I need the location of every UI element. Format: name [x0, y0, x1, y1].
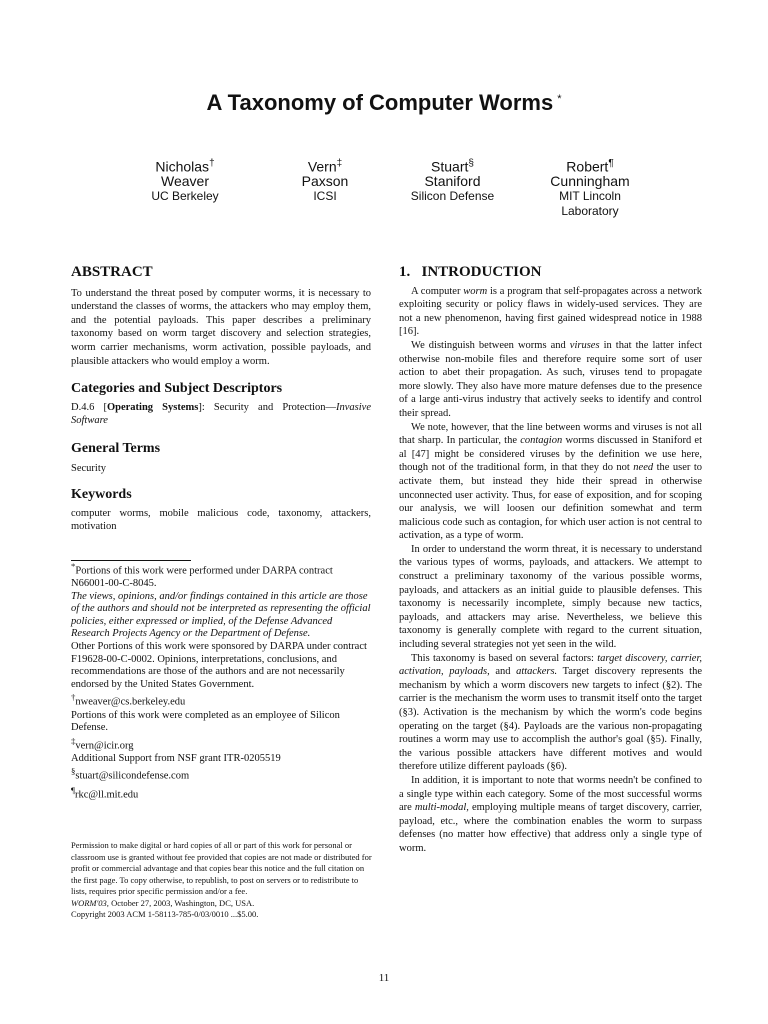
author-mark: † — [209, 158, 215, 169]
footnote-ddagger-email — [71, 735, 371, 753]
ddagger-email: vern@icir.org — [75, 740, 134, 752]
intro-p1-italic: worm — [463, 285, 488, 297]
abstract-heading: ABSTRACT — [71, 264, 153, 280]
footnote-dagger-email — [71, 691, 371, 709]
paper-title — [0, 90, 768, 116]
intro-p3-a: We note, however, that the line between worms and viruses is not all that sharp. In particular, the — [399, 421, 702, 447]
author-affiliation-line2: Laboratory — [561, 203, 619, 218]
footnote-star — [71, 560, 371, 591]
footnote-dagger-mark: † — [71, 692, 76, 703]
footnote-ddagger-text: Additional Support from NSF grant ITR-0205519 — [71, 752, 281, 764]
footnote-section-email — [71, 765, 371, 783]
author-last-name: Staniford — [424, 172, 481, 189]
intro-p5-c: Target discovery represents the mechanism by which a worm discovers new targets to infect (§2). The carrier is the mechanism the worm uses to transmit itself onto the target (§3). Activation is the mechanism by which the worm's code begins operating on the target (§4). Payloads are the various non-propagating routines a worm may use to accomplish the author's goal (§5). Finally, the various possible attackers have different motives and would therefore utilize different payloads (§6). — [399, 666, 702, 773]
author-weaver — [140, 157, 230, 203]
author-last-name: Cunningham — [550, 172, 630, 189]
author-first-name: Stuart — [431, 158, 469, 175]
footnote-dagger-text: Portions of this work were completed as an employee of Silicon Defense. — [71, 709, 340, 734]
permission-notice — [71, 840, 376, 921]
intro-p1-a: A computer — [411, 285, 464, 297]
permission-copyright: Copyright 2003 ACM 1-58113-785-0/03/0010 ...$5.00. — [71, 909, 259, 919]
author-affiliation: ICSI — [313, 188, 337, 203]
intro-p3-italic-1: contagion — [520, 435, 563, 447]
author-last-name: Weaver — [161, 172, 209, 189]
categories-italic: Invasive Software — [71, 401, 371, 427]
intro-paragraph-6 — [399, 774, 702, 856]
introduction-heading: 1. INTRODUCTION — [399, 264, 542, 280]
author-first-name: Nicholas — [155, 158, 210, 175]
intro-p6-italic: multi-modal, — [414, 802, 469, 814]
intro-p3-c: the user to activate them, but instead they hide their spread in otherwise unconnected user activity. Thus, for ease of exposition, and for scoping our analysis, we will loosen our definition somewhat and term malicious code such as contagion, for which user action is not central to activation, as a type of worm. — [399, 462, 702, 542]
intro-p3-b: worms discussed in Staniford et al [47] might be considered viruses by the definition we use here, though not of the traditional form, in that they do not — [399, 435, 702, 474]
author-first-name: Robert — [566, 158, 609, 175]
permission-text: Permission to make digital or hard copies of all or part of this work for personal or classroom use is granted without fee provided that copies are not made or distributed for profit or commercial advantage and that copies bear this notice and the full citation on the first page. To copy otherwise, to republish, to post on servers or to redistribute to lists, requires prior specific permission and/or a fee. — [71, 840, 372, 896]
abstract-text: To understand the threat posed by computer worms, it is necessary to understand the classes of worms, the attackers who may employ them, and the potential payloads. This paper describes a preliminary taxonomy based on worm target discovery and selection strategies, worm carrier mechanisms, worm activation, possible payloads, and plausible attackers who would employ a worm. — [71, 287, 371, 367]
author-paxson — [280, 157, 370, 203]
intro-p2-a: We distinguish between worms and — [411, 339, 570, 351]
left-column — [71, 266, 371, 534]
footnote-para-mark: ¶ — [71, 784, 75, 795]
permission-venue — [71, 898, 376, 910]
categories-code: D.4.6 [ — [71, 401, 107, 413]
general-terms-text: Security — [71, 462, 106, 474]
author-last-name: Paxson — [301, 172, 349, 189]
intro-p5-a: This taxonomy is based on several factors: — [411, 652, 598, 664]
intro-paragraph-5 — [399, 652, 702, 774]
intro-p3-italic-2: need — [633, 462, 654, 474]
author-cunningham — [535, 157, 645, 218]
intro-p6-b: employing multiple means of target discovery, carrier, payload, etc., where the combination enables the worm to surpass defenses (no matter how effective) that address only a single type of worm. — [399, 802, 702, 854]
footnote-star-mark: * — [71, 561, 76, 571]
author-staniford — [400, 157, 505, 203]
footnote-section-mark: § — [71, 766, 76, 777]
intro-paragraph-4: In order to understand the worm threat, it is necessary to understand the various types of worms, payloads, and attackers. We attempt to construct a preliminary taxonomy of the various possible worms, payloads, and attackers as an initial guide to plausible defenses. This taxonomy is necessarily incomplete, simply because new tactics, payloads, and attackers may arise. Nevertheless, we believe this taxonomy is generally complete with regard to the current situation, including several strategies not yet seen in the wild. — [399, 543, 702, 651]
intro-p2-italic: viruses — [569, 339, 600, 351]
footnote-star-more: Other Portions of this work were sponsored by DARPA under contract F19628-00-C-0002. Opinions, interpretations, conclusions, and recommendations are those of the authors and are not necessarily endorsed by the United States Government. — [71, 641, 367, 690]
intro-p5-b: and — [489, 666, 517, 678]
footnote-star-text: Portions of this work were performed under DARPA contract N66001-00-C-8045. — [71, 565, 333, 590]
page-number: 11 — [378, 972, 390, 984]
author-affiliation: Silicon Defense — [410, 188, 495, 203]
author-mark: § — [468, 158, 474, 169]
intro-p5-italic-2: attackers. — [516, 666, 558, 678]
title-text: A Taxonomy of Computer Worms — [206, 90, 554, 115]
author-mark: ¶ — [608, 158, 614, 169]
footnotes — [71, 560, 371, 802]
venue-rest: October 27, 2003, Washington, DC, USA. — [108, 897, 255, 908]
intro-p6-a: In addition, it is important to note that worms needn't be confined to a single type within each category. Some of the most successful worms are — [399, 774, 702, 814]
venue-italic: WORM'03, — [71, 897, 109, 908]
dagger-email: nweaver@cs.berkeley.edu — [75, 696, 186, 708]
intro-p2-b: in that the latter infect otherwise non-mobile files and therefore require some sort of user action to abet their propagation. As such, viruses tend to propagate more slowly. They also have more mature defenses due to the presence of a large anti-virus industry that actively seeks to identify and control their spread. — [399, 339, 702, 419]
intro-paragraph-3 — [399, 421, 702, 543]
right-column — [399, 266, 702, 856]
author-affiliation-line1: MIT Lincoln — [559, 188, 621, 203]
categories-text — [71, 401, 371, 428]
footnote-star-italic: The views, opinions, and/or findings contained in this article are those of the authors and should not be interpreted as representing the official policies, either expressed or implied, of the Defense Advanced Research Projects Agency or the Department of Defense. — [71, 590, 371, 640]
categories-rest: ]: Security and Protection— — [198, 401, 336, 413]
intro-paragraph-2 — [399, 339, 702, 421]
footnote-star-disclaimer — [71, 591, 371, 641]
categories-heading: Categories and Subject Descriptors — [71, 381, 283, 397]
author-affiliation: UC Berkeley — [151, 188, 219, 203]
intro-p5-italic-1: target discovery, carrier, activation, payloads, — [399, 652, 702, 678]
intro-paragraph-1 — [399, 285, 702, 339]
author-first-name: Vern — [307, 158, 337, 175]
intro-p1-b: is a program that self-propagates across a network exploiting security or policy flaws in widely-used services. They are not a new phenomenon, having first gained widespread notice in 1988 [16]. — [399, 285, 702, 338]
section-email: stuart@silicondefense.com — [75, 770, 190, 782]
keywords-text: computer worms, mobile malicious code, taxonomy, attackers, motivation — [71, 507, 371, 533]
footnote-para-email — [71, 784, 371, 802]
author-mark: ‡ — [336, 158, 343, 169]
title-footnote-mark: * — [557, 92, 562, 105]
footnote-ddagger-mark: ‡ — [71, 735, 76, 746]
keywords-heading: Keywords — [71, 487, 132, 503]
general-terms-heading: General Terms — [71, 440, 161, 456]
para-email: rkc@ll.mit.edu — [74, 789, 139, 800]
categories-bold: Operating Systems — [106, 401, 199, 413]
